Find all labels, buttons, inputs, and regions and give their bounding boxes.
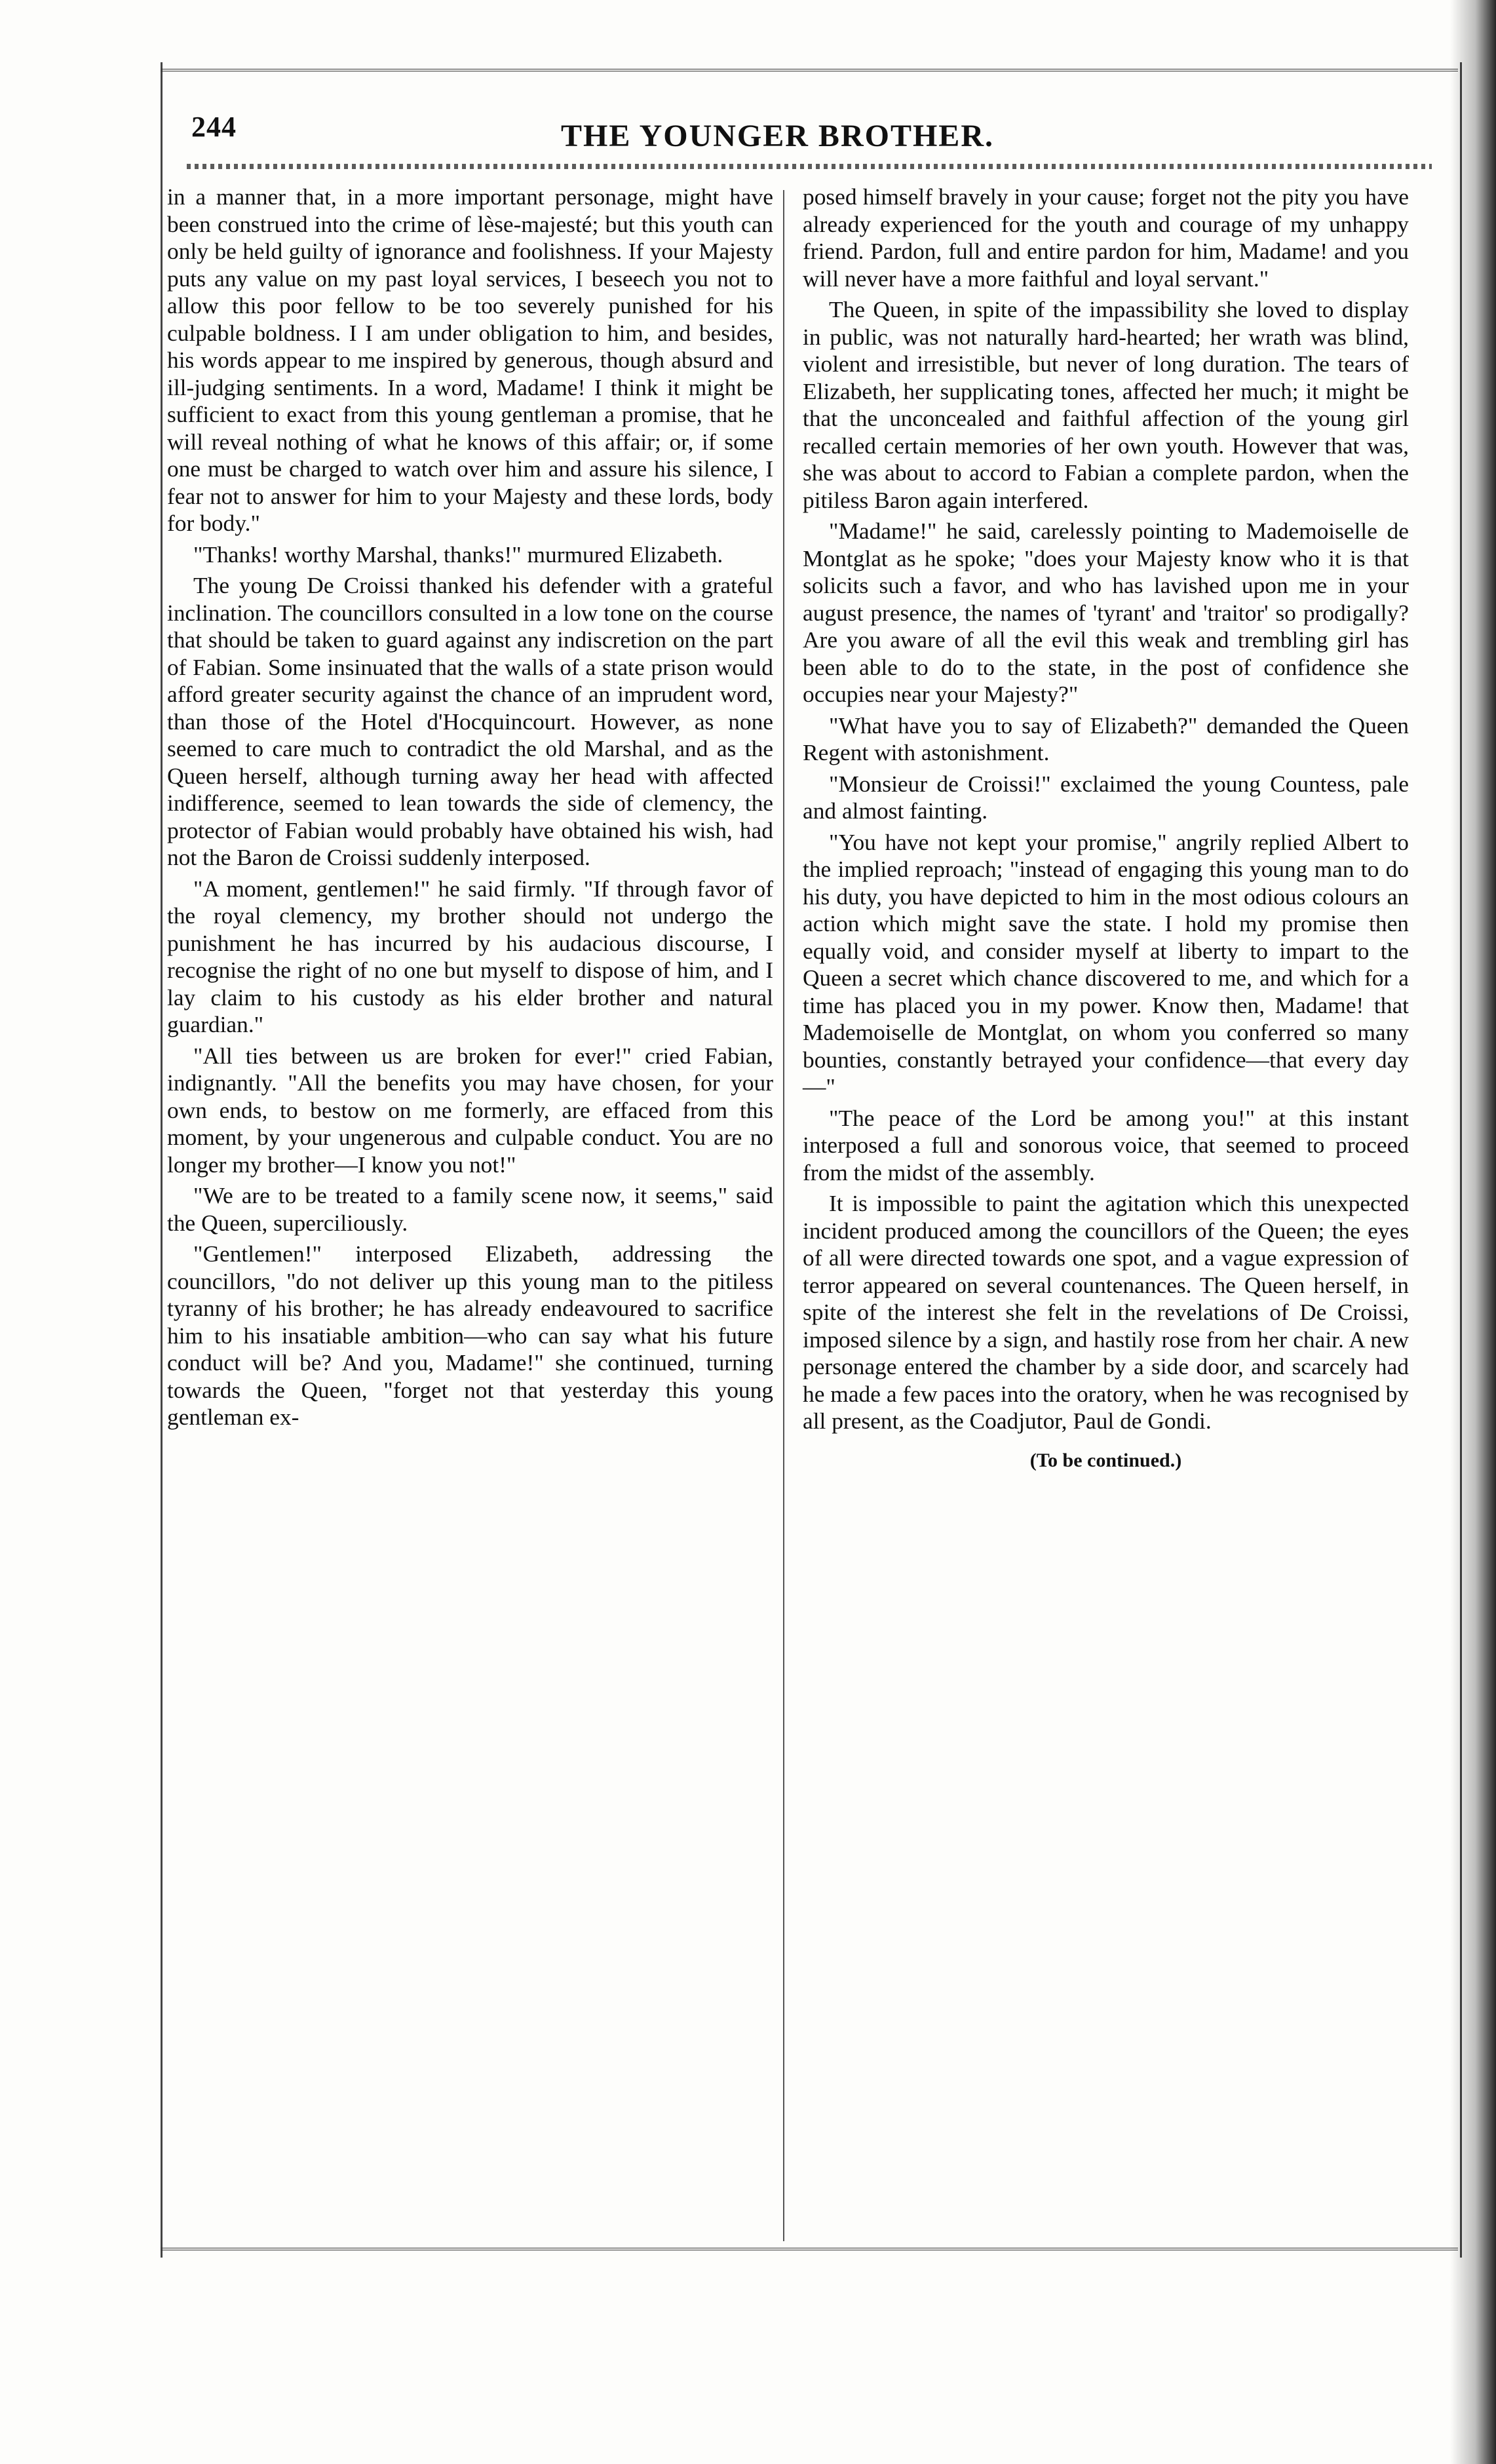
paragraph: in a manner that, in a more important personage, might have been construed into the crime of lèse-majesté; but this youth can only be held guilty of ignorance and foolishness. If your Majesty puts any value on my past loyal services, I beseech you not to allow this poor fellow to be too severely punished for his culpable boldness. I I am under obligation to him, and besides, his words appear to me inspired by generous, though absurd and ill-judging sentiments. In a word, Madame! I think it might be sufficient to exact from this young gentleman a promise, that he will reveal nothing of what he knows of this affair; or, if some one must be charged to watch over him and assure his silence, I fear not to answer for him to your Majesty and these lords, body for body." xyxy=(167,183,773,536)
paragraph: "What have you to say of Elizabeth?" demanded the Queen Regent with astonishment. xyxy=(803,712,1409,765)
paragraph: "All ties between us are broken for ever!" cried Fabian, indignantly. "All the benefits you may have chosen, for your own ends, to bestow on me formerly, are effaced from this moment, by your ungenerous and culpable conduct. You are no longer my brother—I know you not!" xyxy=(167,1042,773,1178)
paragraph: "We are to be treated to a family scene now, it seems," said the Queen, superciliously. xyxy=(167,1182,773,1236)
bottom-ornamental-border xyxy=(161,2248,1458,2250)
page-number: 244 xyxy=(191,111,237,143)
paragraph: It is impossible to paint the agitation which this unexpected incident produced among the councillors of the Queen; the eyes of all were directed towards one spot, and a vague expression of terror appeared on several countenances. The Queen herself, in spite of the interest she felt in the revelations of De Croissi, imposed silence by a sign, and hastily rose from her chair. A new personage entered the chamber by a side door, and scarcely had he made a few paces into the oratory, when he was recognised by all present, as the Coadjutor, Paul de Gondi. xyxy=(803,1190,1409,1434)
paragraph: posed himself bravely in your cause; forget not the pity you have already experienced for the youth and courage of my unhappy friend. Pardon, full and entire pardon for him, Madame! and you will never have a more faithful and loyal servant." xyxy=(803,183,1409,292)
column-divider xyxy=(783,190,784,2241)
running-title: THE YOUNGER BROTHER. xyxy=(561,119,994,153)
paragraph: "Gentlemen!" interposed Elizabeth, addressing the councillors, "do not deliver up this young man to the pitiless tyranny of his brother; he has already endeavoured to sacrifice him to his insatiable ambition—who can say what his future conduct will be? And you, Madame!" she continued, turning towards the Queen, "forget not that yesterday this young gentleman ex- xyxy=(167,1241,773,1430)
scan-shadow-edge xyxy=(1450,0,1496,2464)
paragraph: "You have not kept your promise," angrily replied Albert to the implied reproach; "instead of engaging this young man to do his duty, you have depicted to him in the most odious colours an action which might save the state. I hold my promise then equally void, and consider myself at liberty to impart to the Queen a secret which chance discovered to me, and which for a time has placed you in my power. Know then, Madame! that Mademoiselle de Montglat, on whom you conferred so many bounties, constantly betrayed your confidence—that every day—" xyxy=(803,828,1409,1100)
paragraph: "The peace of the Lord be among you!" at this instant interposed a full and sonorous voice, that seemed to proceed from the midst of the assembly. xyxy=(803,1104,1409,1185)
to-be-continued-note: (To be continued.) xyxy=(1029,1449,1182,1471)
paragraph: The young De Croissi thanked his defender with a grateful inclination. The councillors consulted in a low tone on the course that should be taken to guard against any indiscretion on the part of Fabian. Some insinuated that the walls of a state prison would afford greater security against the chance of an imprudent word, than those of the Hotel d'Hocquincourt. However, as none seemed to care much to contradict the old Marshal, and as the Queen herself, although turning away her head with affected indifference, seemed to lean towards the side of clemency, the protector of Fabian would probably have obtained his wish, had not the Baron de Croissi suddenly interposed. xyxy=(167,572,773,870)
right-column xyxy=(803,183,1409,1474)
paragraph: "Madame!" he said, carelessly pointing to Mademoiselle de Montglat as he spoke; "does your Majesty know who it is that solicits such a favor, and who has lavished upon me in your august presence, the names of 'tyrant' and 'traitor' so prodigally? Are you aware of all the evil this weak and trembling girl has been able to do to the state, in the post of confidence she occupies near your Majesty?" xyxy=(803,518,1409,707)
left-column xyxy=(167,183,773,1435)
paragraph: "Thanks! worthy Marshal, thanks!" murmured Elizabeth. xyxy=(193,541,723,568)
top-ornamental-border xyxy=(161,69,1458,71)
paragraph: "Monsieur de Croissi!" exclaimed the young Countess, pale and almost fainting. xyxy=(803,770,1409,824)
paragraph: The Queen, in spite of the impassibility she loved to display in public, was not naturally hard-hearted; her wrath was blind, violent and irresistible, but never of long duration. The tears of Elizabeth, her supplicating tones, affected her much; it might be that the unconcealed and faithful affection of the young girl recalled certain memories of her own youth. However that was, she was about to accord to Fabian a complete pardon, when the pitiless Baron again interfered. xyxy=(803,296,1409,513)
paragraph: "A moment, gentlemen!" he said firmly. "If through favor of the royal clemency, my brother should not undergo the punishment he has incurred by his audacious discourse, I recognise the right of no one but myself to dispose of him, and I lay claim to his custody as his elder brother and natural guardian." xyxy=(167,875,773,1037)
header-rule xyxy=(187,164,1432,169)
